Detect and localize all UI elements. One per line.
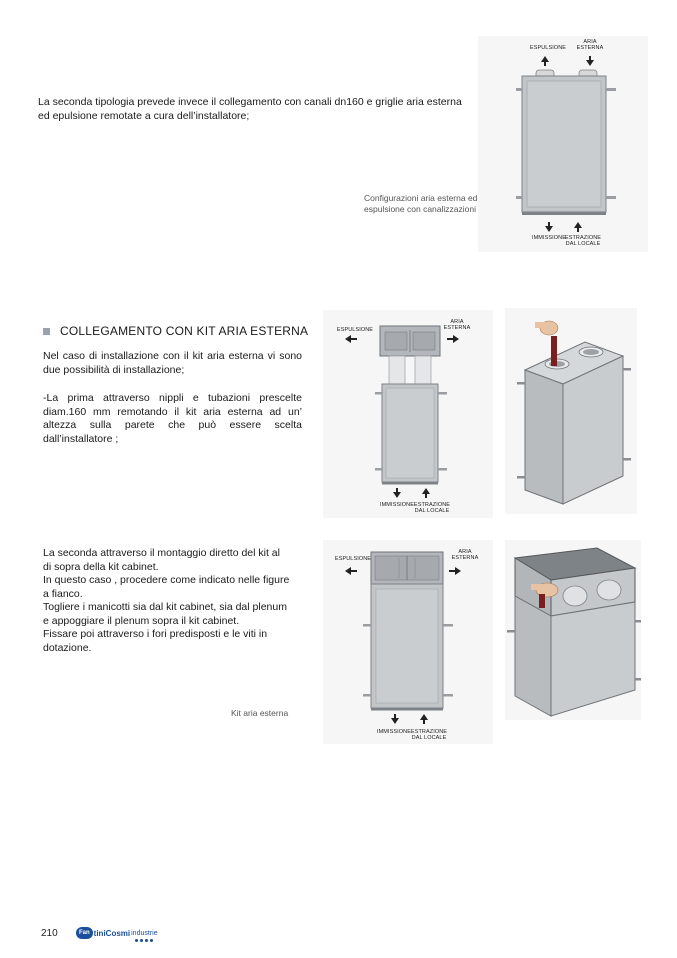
section3-line-5: Togliere i manicotti sia dal kit cabinet, sia dal plenum: [43, 601, 287, 613]
section2-option1: -La prima attraverso nippli e tubazioni prescelte diam.160 mm remotando il kit aria esterna ad un’ altezza sulla parete che può essere scelta dall’installatore ;: [43, 392, 302, 445]
fig2-label-esterna: ESTERNA: [443, 325, 471, 331]
fig2-label-aria: ARIA: [450, 319, 464, 325]
fig1-label-aria: ARIA: [583, 39, 597, 45]
direct-kit-figure: [323, 540, 493, 744]
brand-dot-icon: [140, 939, 143, 942]
fig5-drawing: [505, 540, 641, 720]
fig1-label-dal-locale: DAL LOCALE: [565, 241, 601, 247]
brand-dots: [135, 939, 153, 942]
fig2-arrow-right-aria-icon: [447, 335, 459, 343]
fig2-label-immissione: IMMISSIONE: [379, 502, 414, 508]
fig1-drawing: [478, 36, 648, 252]
section2-heading: COLLEGAMENTO CON KIT ARIA ESTERNA: [60, 324, 309, 338]
section3-line-3: In questo caso , procedere come indicato nelle figure: [43, 574, 290, 586]
fig4-label-espulsione: ESPULSIONE: [334, 556, 372, 562]
section3-line-2: di sopra della kit cabinet.: [43, 560, 159, 573]
fig2-drawing: [323, 310, 493, 518]
plenum-3d-figure: [505, 540, 641, 720]
remote-kit-figure: [323, 310, 493, 518]
fig1-label-esterna: ESTERNA: [576, 45, 604, 51]
section2-heading-row: [43, 324, 333, 338]
fig2-label-dal-locale: DAL LOCALE: [414, 508, 450, 514]
fig1-label-espulsione: ESPULSIONE: [529, 45, 567, 51]
brand-logo-mark: Fan: [76, 927, 93, 939]
section3-caption: Kit aria esterna: [231, 708, 289, 718]
brand-logo: [76, 926, 158, 940]
fig1-arrow-up-estrazione-icon: [574, 222, 582, 232]
fig2-arrow-down-immissione-icon: [393, 488, 401, 498]
fig4-arrow-up-estrazione-icon: [420, 714, 428, 724]
fig1-label-estrazione: ESTRAZIONE: [564, 235, 602, 241]
fig3-drawing: [505, 308, 637, 514]
section1-paragraph: [38, 96, 488, 123]
brand-dot-icon: [150, 939, 153, 942]
fig4-label-immissione: IMMISSIONE: [376, 729, 411, 735]
fig4-arrow-right-aria-icon: [449, 567, 461, 575]
cabinet-3d-figure: [505, 308, 637, 514]
section3-line-1: La seconda attraverso il montaggio diretto del kit al: [43, 547, 280, 559]
fig1-arrow-down-immissione-icon: [545, 222, 553, 232]
fig4-label-estrazione: ESTRAZIONE: [410, 729, 448, 735]
brand-dot-icon: [145, 939, 148, 942]
fig4-arrow-down-immissione-icon: [391, 714, 399, 724]
fig1-arrow-up-espulsione-icon: [541, 56, 549, 66]
section1-caption-line2: espulsione con canalizzazioni: [364, 204, 476, 214]
fig2-arrow-up-estrazione-icon: [422, 488, 430, 498]
brand-dot-icon: [135, 939, 138, 942]
section3-line-7: Fissare poi attraverso i fori predisposti e le viti in: [43, 628, 268, 640]
brand-suffix: industrie: [131, 929, 158, 937]
fig2-label-estrazione: ESTRAZIONE: [413, 502, 451, 508]
section1-paragraph-line2: ed epulsione remotate a cura dell’installatore;: [38, 109, 250, 122]
fig2-arrow-left-espulsione-icon: [345, 335, 357, 343]
section3-paragraph: [43, 547, 305, 655]
fig4-label-aria: ARIA: [458, 549, 472, 555]
section3-line-8: dotazione.: [43, 641, 92, 654]
section3-line-4: a fianco.: [43, 587, 83, 600]
section2-intro: Nel caso di installazione con il kit aria esterna vi sono due possibilità di installazione;: [43, 350, 302, 376]
section1-paragraph-line1: La seconda tipologia prevede invece il collegamento con canali dn160 e griglie aria esterna: [38, 96, 462, 108]
fig1-label-immissione: IMMISSIONE: [531, 235, 566, 241]
fig1-arrow-down-aria-icon: [586, 56, 594, 66]
section1-caption: [364, 193, 490, 215]
fig2-label-espulsione: ESPULSIONE: [336, 327, 374, 333]
section3-line-6: e appoggiare il plenum sopra il kit cabinet.: [43, 614, 240, 627]
fig4-label-esterna: ESTERNA: [451, 555, 479, 561]
fig4-arrow-left-espulsione-icon: [345, 567, 357, 575]
brand-name: tiniCosmi: [93, 928, 131, 938]
fig4-drawing: [323, 540, 493, 744]
section1-caption-line1: Configurazioni aria esterna ed: [364, 193, 478, 203]
page-number: 210: [41, 928, 58, 939]
ducted-unit-figure: [478, 36, 648, 252]
fig4-label-dal-locale: DAL LOCALE: [411, 735, 447, 741]
square-bullet-icon: [43, 328, 50, 335]
